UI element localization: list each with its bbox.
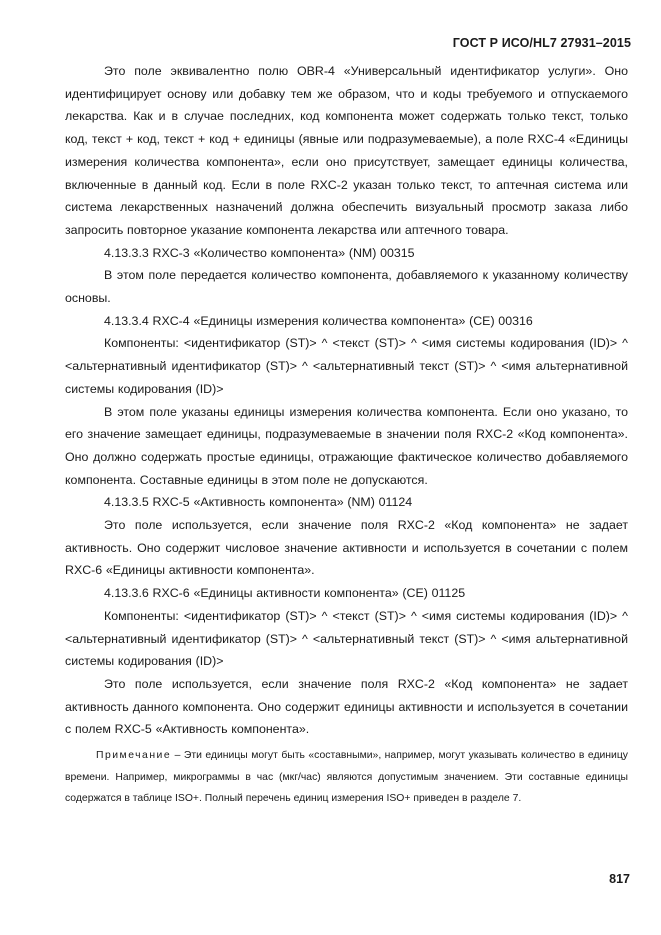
section-heading-rxc5: 4.13.3.5 RXC-5 «Активность компонента» (NM) 01124	[104, 495, 413, 510]
body-text	[65, 60, 628, 810]
standard-header: ГОСТ Р ИСО/HL7 27931–2015	[452, 36, 631, 50]
section-heading-rxc6: 4.13.3.6 RXC-6 «Единицы активности компонента» (CE) 01125	[104, 586, 466, 601]
paragraph-rxc6-description: Это поле используется, если значение поля RXC-2 «Код компонента» не задает активность данного компонента. Оно содержит единицы активности и используется в сочетании с полем RXC-5 «Активность компонента».	[65, 676, 628, 737]
page-number: 817	[609, 872, 630, 886]
note-text: – Эти единицы могут быть «составными», например, могут указывать количество в единицу времени. Например, микрограммы в час (мкг/час) являются допустимым значением. Эти составные единицы содержатся в таблице ISO+. Полный перечень единиц измерения ISO+ приведен в разделе 7.	[65, 750, 628, 805]
section-heading-rxc3: 4.13.3.3 RXC-3 «Количество компонента» (NM) 00315	[104, 245, 415, 260]
paragraph-rxc5-description: Это поле используется, если значение поля RXC-2 «Код компонента» не задает активность. Оно содержит числовое значение активности и используется в сочетании с полем RXC-6 «Единицы активности компонента».	[65, 518, 628, 578]
note-label: Примечание	[96, 750, 172, 762]
note	[65, 745, 628, 810]
paragraph-rxc3-description: В этом поле передается количество компонента, добавляемого к указанному количеству основы.	[65, 268, 628, 306]
paragraph-component-code-description: Это поле эквивалентно полю OBR-4 «Универсальный идентификатор услуги». Оно идентифицирует основу или добавку тем же образом, что и коды требуемого и отпускаемого лекарства. Как и в случае последних, код компонента может содержать только текст, только код, текст + код, текст + код + единицы (явные или подразумеваемые), а поле RXC-4 «Единицы измерения количества компонента», если оно присутствует, замещает единицы количества, включенные в данный код. Если в поле RXC-2 указан только текст, то аптечная система или система лекарственных назначений должна обеспечить визуальный просмотр заказа либо запросить повторное указание компонента лекарства или аптечного товара.	[65, 64, 628, 237]
paragraph-rxc4-components: Компоненты: <идентификатор (ST)> ^ <текст (ST)> ^ <имя системы кодирования (ID)> ^ <альтернативный идентификатор (ST)> ^ <альтернативный текст (ST)> ^ <имя альтернативной системы кодирования (ID)>	[65, 336, 628, 396]
paragraph-rxc4-description: В этом поле указаны единицы измерения количества компонента. Если оно указано, то его значение замещает единицы, подразумеваемые в значении поля RXC-2 «Код компонента». Оно должно содержать простые единицы, отражающие фактическое количество добавляемого компонента. Составные единицы в этом поле не допускаются.	[65, 404, 628, 487]
section-heading-rxc4: 4.13.3.4 RXC-4 «Единицы измерения количества компонента» (CE) 00316	[104, 313, 533, 328]
paragraph-rxc6-components: Компоненты: <идентификатор (ST)> ^ <текст (ST)> ^ <имя системы кодирования (ID)> ^ <альтернативный идентификатор (ST)> ^ <альтернативный текст (ST)> ^ <имя альтернативной системы кодирования (ID)>	[65, 608, 628, 669]
